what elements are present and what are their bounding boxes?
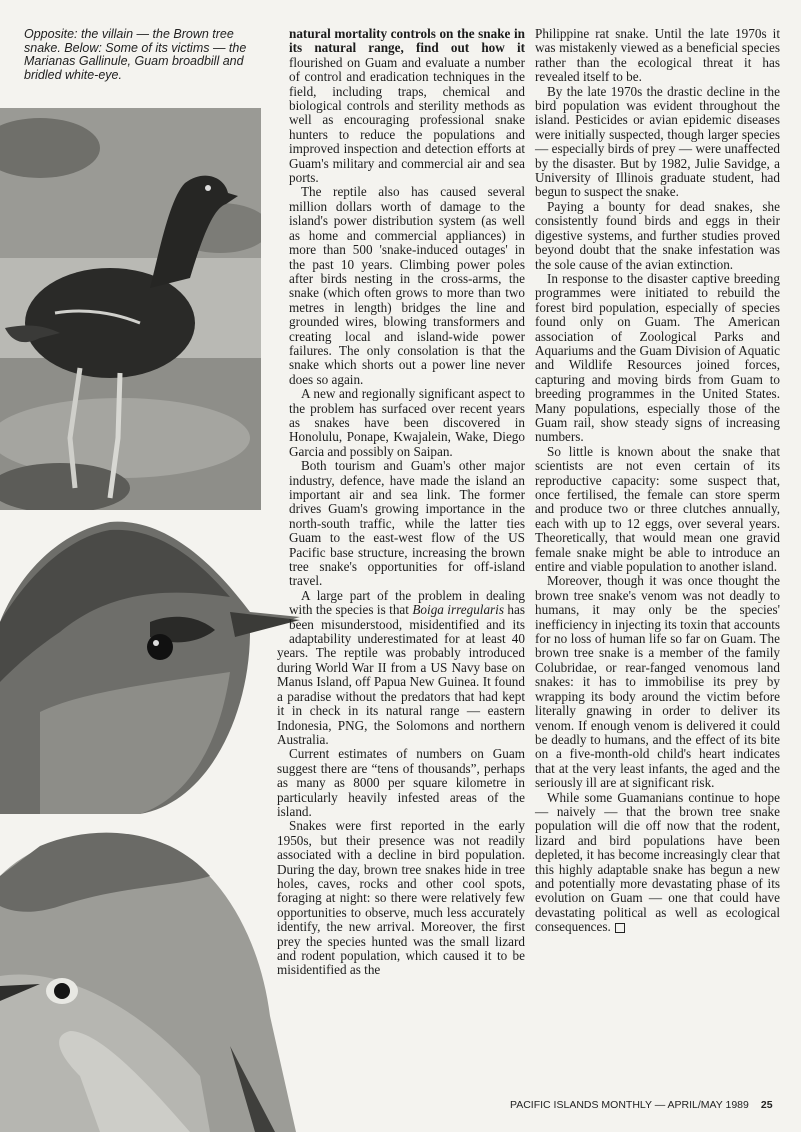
gallinule-photo-icon bbox=[0, 108, 261, 510]
article-paragraph: So little is known about the snake that scientists are not even certain of its reproductive capacity: some suspect that, once fertilised, the female can store sperm and produce two or three clutches annually, each with up to 12 eggs, over several years. Theoretically, that would mean one gravid female snake might be able to introduce an entire and viable population to another island. bbox=[535, 443, 780, 575]
article-paragraph: The reptile also has caused several million dollars worth of damage to the island's power distribution system (as well as home and commercial appliances) in more than 500 'snake-induced outages' in the past 10 years. Climbing power poles after birds nesting in the cross-arms, the snake (which often grows to more than two metres in length) bridges the line and grounded wires, blowing transformers and creating local and island-wide power failures. The only consolation is that the snake which shorts out a power line never does so again. bbox=[289, 184, 525, 387]
page-footer bbox=[510, 1099, 785, 1111]
paragraph-text: A large part of the problem in dealing with the species is that bbox=[289, 587, 525, 618]
paragraph-text: While some Guamanians continue to hope — naively — that the brown tree snake population will die off now that the rodent, lizard and bird populations have been depleted, it has become increasingly clear that this highly adaptable snake has begun a new and potentially more devastating phase of its evolution on Guam — one that could have devastating political as well as ecological consequences. bbox=[535, 789, 780, 935]
article-column-2 bbox=[277, 27, 525, 978]
whiteeye-photo bbox=[0, 816, 296, 1132]
article-paragraph: Current estimates of numbers on Guam suggest there are “tens of thousands”, perhaps as many as 8000 per square kilometre in particularly heavily infested areas of the island. bbox=[277, 746, 525, 819]
article-paragraph: Philippine rat snake. Until the late 1970s it was mistakenly viewed as a beneficial species rather than the ecological threat it has revealed itself to be. bbox=[535, 26, 780, 85]
article-paragraph: Both tourism and Guam's other major industry, defence, have made the island an important air and sea link. The former drives Guam's growing importance in the north-south traffic, while the latter ties Guam to the east-west flow of the US Pacific base structure, increasing the brown tree snake's opportunities for off-island travel. bbox=[289, 458, 525, 589]
article-paragraph: In response to the disaster captive breeding programmes were initiated to rebuild the forest bird population, especially of species found only on Guam. The American association of Zoological Parks and Aquariums and the Guam Division of Aquatic and Wildlife Resources joined forces, capturing and moving birds from Guam to breeding programmes in the United States. Many populations, especially those of the Guam rail, show steady signs of increasing numbers. bbox=[535, 270, 780, 445]
broadbill-photo-icon bbox=[0, 512, 300, 814]
article-paragraph bbox=[277, 589, 525, 747]
whiteeye-photo-icon bbox=[0, 816, 296, 1132]
article-paragraph: A new and regionally significant aspect to the problem has surfaced over recent years as snakes have been discovered in Honolulu, Ponape, Kwajalein, Wake, Diego Garcia and possibly on Saipan. bbox=[289, 386, 525, 459]
bold-lead-in: natural mortality controls on the snake in its natural range, find out how it bbox=[289, 26, 525, 56]
article-paragraph: Snakes were first reported in the early 1950s, but their presence was not readily associated with a decline in bird population. During the day, brown tree snakes hide in tree holes, caves, rocks and other cool spots, foraging at night: so there were relatively few opportunities to observe, much less accurately identify, the new arrival. Moreover, the first prey the species hunted was the small lizard and rodent population, which caused it to be misidentified as the bbox=[277, 818, 525, 978]
article-paragraph: By the late 1970s the drastic decline in the bird population was evident throughout the island. Pesticides or avian epidemic diseases were initially suspected, though larger species — especially birds of prey — were unaffected by the disaster. But by 1982, Julie Savidge, a University of Illinois graduate student, had begun to suspect the snake. bbox=[535, 83, 780, 200]
article-paragraph bbox=[277, 27, 525, 185]
gallinule-photo bbox=[0, 108, 261, 510]
photo-caption: Opposite: the villain — the Brown tree snake. Below: Some of its victims — the Marianas Gallinule, Guam broadbill and bridled white-eye. bbox=[24, 27, 247, 82]
publication-line: PACIFIC ISLANDS MONTHLY — APRIL/MAY 1989 bbox=[510, 1099, 749, 1111]
article-column-3 bbox=[535, 27, 780, 935]
broadbill-photo bbox=[0, 512, 300, 814]
article-paragraph: Moreover, though it was once thought the brown tree snake's venom was not deadly to humans, it may only be the species' inefficiency in injecting its toxin that accounts for no loss of human life so far on Guam. The brown tree snake is a member of the family Colubridae, or rear-fanged venomous land snakes: it has to immobilise its prey by wrapping its body around the victim before literally gnawing in order to deliver its venom. If enough venom is delivered it could be deadly to humans, and the effect of its bite on a five-month-old child's heart indicates that at the very least infants, the aged and the seriously ill are at significant risk. bbox=[535, 573, 780, 791]
page-number: 25 bbox=[760, 1099, 773, 1111]
article-paragraph bbox=[535, 791, 780, 935]
species-name: Boiga irregularis bbox=[412, 602, 504, 618]
article-paragraph: Paying a bounty for dead snakes, she consistently found birds and eggs in their digestive systems, and further studies proved beyond doubt that the snake infestation was the sole cause of the avian extinction. bbox=[535, 198, 780, 272]
paragraph-text: flourished on Guam and evaluate a number of control and eradication techniques in the field, including traps, chemical and biological controls and sterility methods as well as encouraging professional snake hunters to reduce the populations and improved inspection and detection efforts at Guam's military and commercial air and sea ports. bbox=[289, 54, 525, 186]
paragraph-text: has been misunderstood, misidentified and its adaptability underestimated for at least 40 years. The reptile was probably introduced during World War II from a US Navy base on Manus Island, off Papua New Guinea. It found a paradise without the predators that had kept it in check in its natural range — eastern Indonesia, PNG, the Solomons and northern Australia. bbox=[277, 602, 525, 747]
end-of-article-icon bbox=[615, 923, 625, 933]
